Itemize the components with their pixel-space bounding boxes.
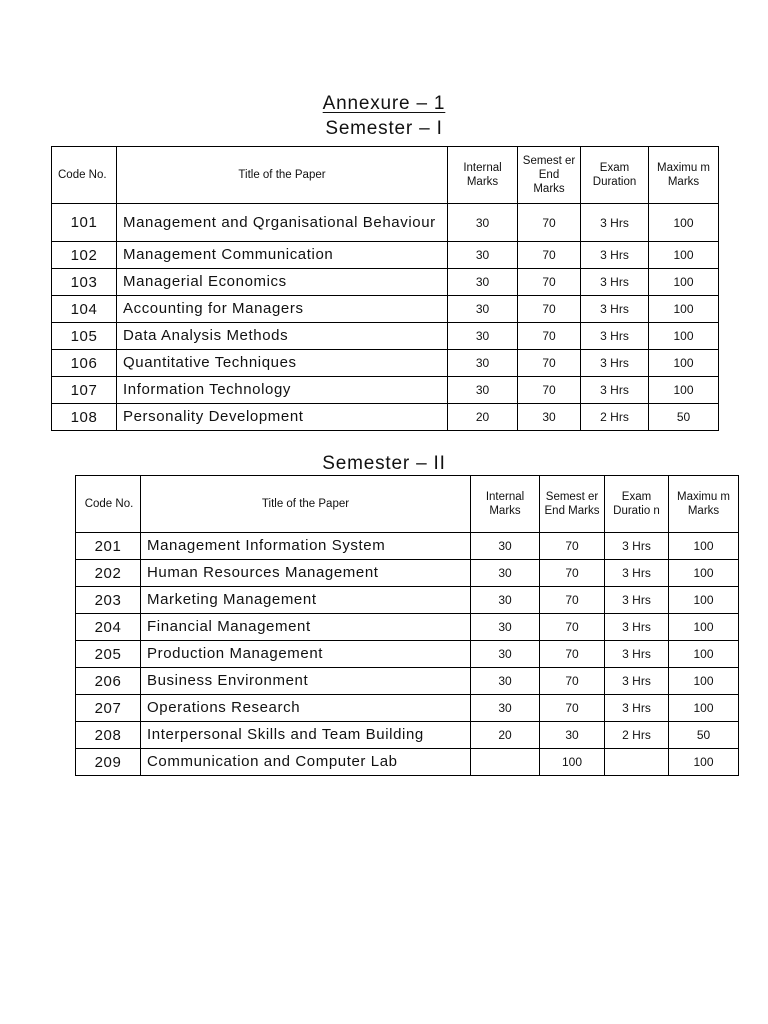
internal-marks: 30 xyxy=(471,533,540,560)
paper-title: Management and Qrganisational Behaviour xyxy=(117,204,448,242)
paper-title: Marketing Management xyxy=(141,587,471,614)
internal-marks: 30 xyxy=(448,377,518,404)
exam-duration: 3 Hrs xyxy=(581,296,649,323)
table-row xyxy=(52,350,719,377)
exam-duration: 3 Hrs xyxy=(605,614,669,641)
semester-end-marks: 30 xyxy=(518,404,581,431)
table-row xyxy=(76,749,739,776)
paper-title: Accounting for Managers xyxy=(117,296,448,323)
exam-duration: 3 Hrs xyxy=(581,204,649,242)
paper-title: Communication and Computer Lab xyxy=(141,749,471,776)
table-row xyxy=(52,242,719,269)
header-code: Code No. xyxy=(52,147,117,204)
header-exam-duration: Exam Duratio n xyxy=(605,476,669,533)
internal-marks: 30 xyxy=(471,614,540,641)
maximum-marks: 100 xyxy=(649,377,719,404)
table-row xyxy=(52,269,719,296)
paper-title: Production Management xyxy=(141,641,471,668)
course-code: 104 xyxy=(52,296,117,323)
course-code: 203 xyxy=(76,587,141,614)
semester-2-header-row xyxy=(76,476,739,533)
header-internal-marks: Internal Marks xyxy=(448,147,518,204)
paper-title: Information Technology xyxy=(117,377,448,404)
semester-2-rows xyxy=(76,533,739,776)
exam-duration: 3 Hrs xyxy=(581,269,649,296)
semester-2-title: Semester – II xyxy=(322,453,446,474)
exam-duration: 3 Hrs xyxy=(605,695,669,722)
course-code: 209 xyxy=(76,749,141,776)
semester-1-header-row xyxy=(52,147,719,204)
course-code: 205 xyxy=(76,641,141,668)
internal-marks: 30 xyxy=(448,204,518,242)
semester-end-marks: 70 xyxy=(540,560,605,587)
header-semester-end-marks: Semest er End Marks xyxy=(540,476,605,533)
course-code: 103 xyxy=(52,269,117,296)
table-row xyxy=(76,641,739,668)
maximum-marks: 50 xyxy=(669,722,739,749)
maximum-marks: 100 xyxy=(649,269,719,296)
internal-marks: 30 xyxy=(471,668,540,695)
exam-duration: 3 Hrs xyxy=(581,350,649,377)
internal-marks: 30 xyxy=(448,269,518,296)
header-maximum-marks: Maximu m Marks xyxy=(649,147,719,204)
semester-end-marks: 70 xyxy=(540,614,605,641)
semester-end-marks: 70 xyxy=(540,533,605,560)
semester-1-title: Semester – I xyxy=(325,118,443,139)
table-row xyxy=(76,533,739,560)
semester-end-marks: 70 xyxy=(540,668,605,695)
paper-title: Operations Research xyxy=(141,695,471,722)
paper-title: Business Environment xyxy=(141,668,471,695)
semester-end-marks: 70 xyxy=(540,695,605,722)
maximum-marks: 100 xyxy=(649,242,719,269)
internal-marks: 20 xyxy=(448,404,518,431)
header-exam-duration: Exam Duration xyxy=(581,147,649,204)
maximum-marks: 100 xyxy=(649,323,719,350)
semester-end-marks: 70 xyxy=(540,641,605,668)
paper-title: Human Resources Management xyxy=(141,560,471,587)
maximum-marks: 100 xyxy=(669,560,739,587)
header-semester-end-marks: Semest er End Marks xyxy=(518,147,581,204)
table-row xyxy=(76,587,739,614)
table-row xyxy=(52,377,719,404)
table-row xyxy=(52,404,719,431)
internal-marks: 30 xyxy=(471,587,540,614)
course-code: 207 xyxy=(76,695,141,722)
paper-title: Interpersonal Skills and Team Building xyxy=(141,722,471,749)
semester-end-marks: 70 xyxy=(518,323,581,350)
table-row xyxy=(76,668,739,695)
semester-1-rows xyxy=(52,204,719,431)
internal-marks: 30 xyxy=(448,242,518,269)
table-row xyxy=(52,323,719,350)
semester-end-marks: 30 xyxy=(540,722,605,749)
exam-duration xyxy=(605,749,669,776)
header-maximum-marks: Maximu m Marks xyxy=(669,476,739,533)
paper-title: Management Information System xyxy=(141,533,471,560)
semester-end-marks: 70 xyxy=(518,269,581,296)
semester-end-marks: 70 xyxy=(518,242,581,269)
course-code: 206 xyxy=(76,668,141,695)
header-title: Title of the Paper xyxy=(117,147,448,204)
internal-marks: 30 xyxy=(471,560,540,587)
semester-2-table xyxy=(75,475,739,776)
maximum-marks: 100 xyxy=(669,749,739,776)
internal-marks xyxy=(471,749,540,776)
table-row xyxy=(76,614,739,641)
maximum-marks: 100 xyxy=(669,614,739,641)
exam-duration: 3 Hrs xyxy=(605,587,669,614)
header-code: Code No. xyxy=(76,476,141,533)
semester-end-marks: 70 xyxy=(518,377,581,404)
exam-duration: 3 Hrs xyxy=(605,641,669,668)
exam-duration: 2 Hrs xyxy=(581,404,649,431)
maximum-marks: 100 xyxy=(669,533,739,560)
table-row xyxy=(76,722,739,749)
annexure-title xyxy=(0,93,768,115)
table-row xyxy=(52,204,719,242)
table-row xyxy=(52,296,719,323)
header-internal-marks: Internal Marks xyxy=(471,476,540,533)
maximum-marks: 100 xyxy=(669,587,739,614)
semester-end-marks: 70 xyxy=(518,296,581,323)
maximum-marks: 100 xyxy=(649,350,719,377)
paper-title: Data Analysis Methods xyxy=(117,323,448,350)
course-code: 106 xyxy=(52,350,117,377)
maximum-marks: 50 xyxy=(649,404,719,431)
table-row xyxy=(76,560,739,587)
paper-title: Financial Management xyxy=(141,614,471,641)
paper-title: Personality Development xyxy=(117,404,448,431)
course-code: 107 xyxy=(52,377,117,404)
table-row xyxy=(76,695,739,722)
exam-duration: 3 Hrs xyxy=(605,668,669,695)
maximum-marks: 100 xyxy=(649,204,719,242)
internal-marks: 30 xyxy=(448,350,518,377)
exam-duration: 3 Hrs xyxy=(605,533,669,560)
internal-marks: 30 xyxy=(448,296,518,323)
maximum-marks: 100 xyxy=(669,641,739,668)
exam-duration: 3 Hrs xyxy=(581,323,649,350)
semester-end-marks: 100 xyxy=(540,749,605,776)
internal-marks: 30 xyxy=(471,641,540,668)
paper-title: Management Communication xyxy=(117,242,448,269)
semester-end-marks: 70 xyxy=(540,587,605,614)
exam-duration: 3 Hrs xyxy=(581,377,649,404)
course-code: 201 xyxy=(76,533,141,560)
maximum-marks: 100 xyxy=(669,668,739,695)
annexure-title-text: Annexure – 1 xyxy=(322,93,446,114)
course-code: 101 xyxy=(52,204,117,242)
paper-title: Quantitative Techniques xyxy=(117,350,448,377)
internal-marks: 30 xyxy=(448,323,518,350)
semester-end-marks: 70 xyxy=(518,204,581,242)
course-code: 108 xyxy=(52,404,117,431)
header-title: Title of the Paper xyxy=(141,476,471,533)
course-code: 202 xyxy=(76,560,141,587)
internal-marks: 20 xyxy=(471,722,540,749)
course-code: 204 xyxy=(76,614,141,641)
course-code: 102 xyxy=(52,242,117,269)
maximum-marks: 100 xyxy=(669,695,739,722)
paper-title: Managerial Economics xyxy=(117,269,448,296)
maximum-marks: 100 xyxy=(649,296,719,323)
exam-duration: 3 Hrs xyxy=(605,560,669,587)
exam-duration: 2 Hrs xyxy=(605,722,669,749)
internal-marks: 30 xyxy=(471,695,540,722)
semester-end-marks: 70 xyxy=(518,350,581,377)
semester-1-table xyxy=(51,146,719,431)
course-code: 105 xyxy=(52,323,117,350)
course-code: 208 xyxy=(76,722,141,749)
exam-duration: 3 Hrs xyxy=(581,242,649,269)
